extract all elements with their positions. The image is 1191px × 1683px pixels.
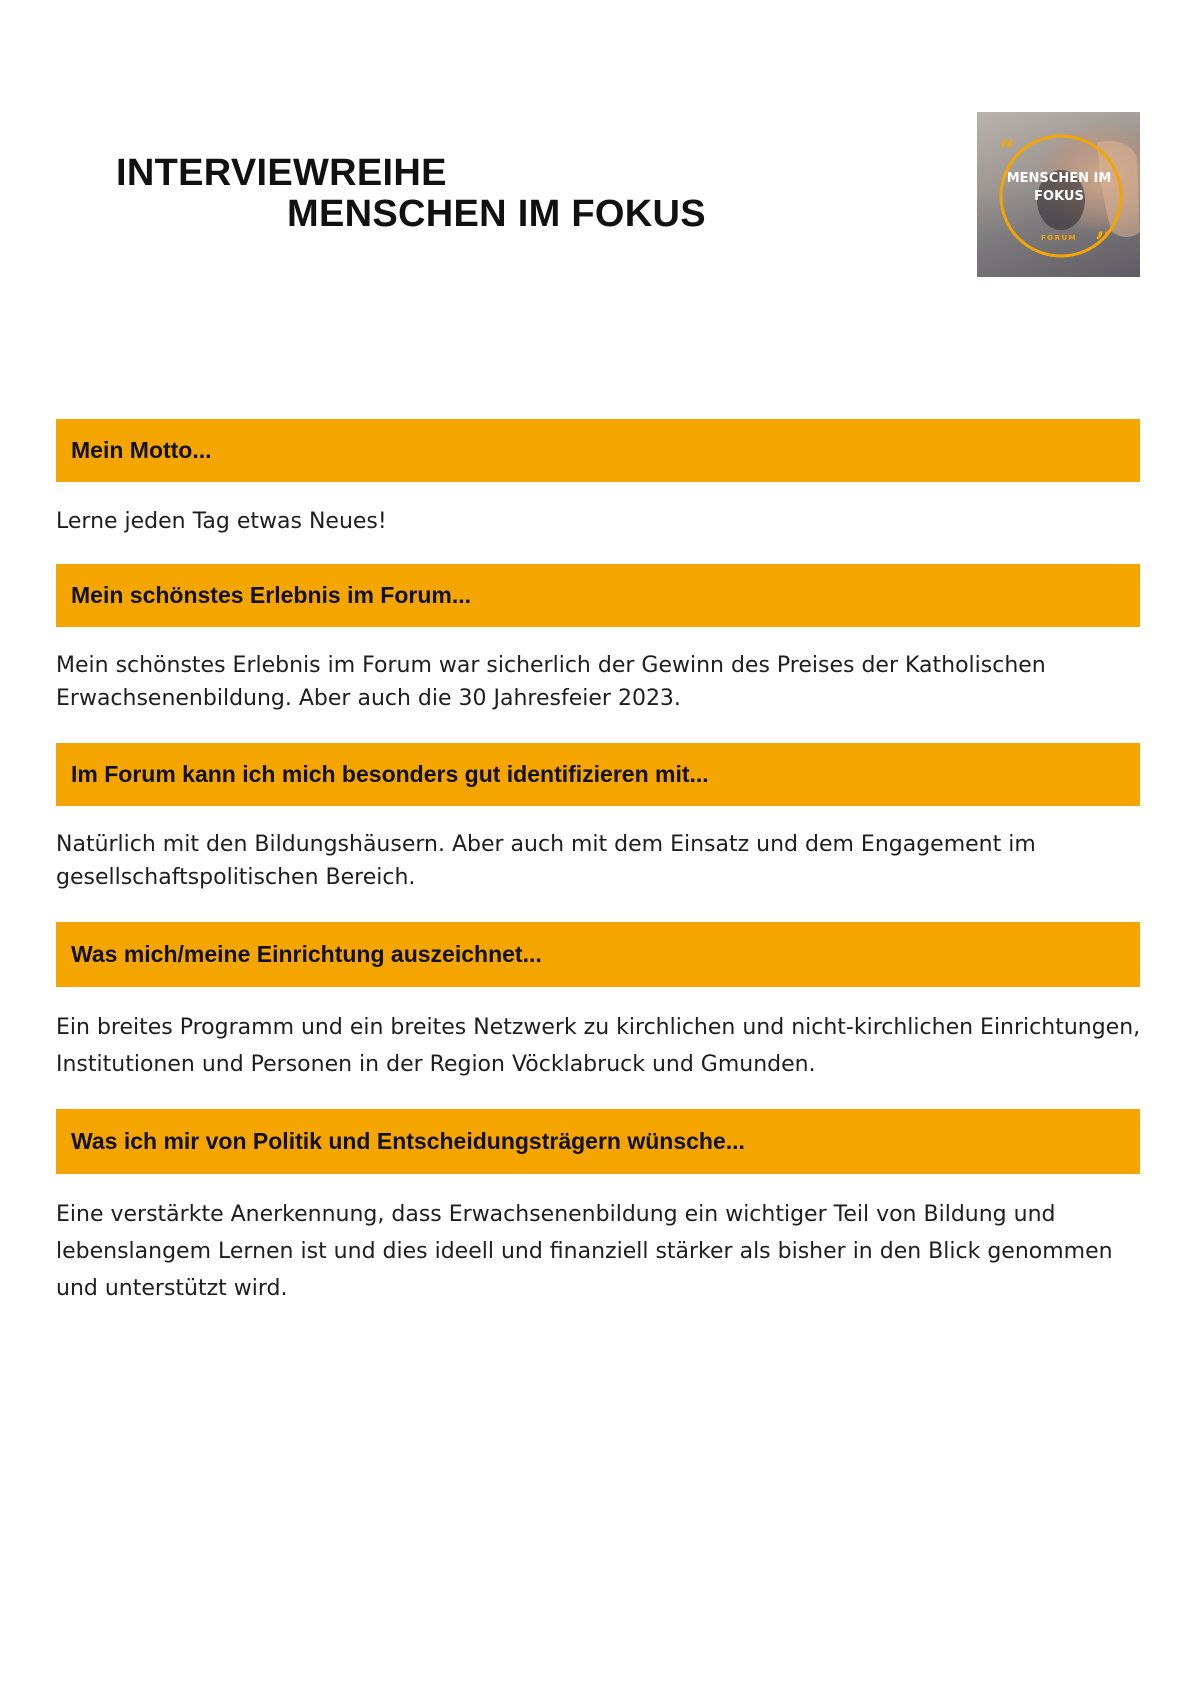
section-heading-bar-auszeichnet	[56, 922, 1140, 987]
section-heading-bar-motto	[56, 419, 1140, 482]
section-heading-politik: Was ich mir von Politik und Entscheidungsträgern wünsche...	[71, 1128, 745, 1154]
svg-text:“: “	[999, 134, 1016, 167]
logo-text-line-1: MENSCHEN IM	[1006, 171, 1112, 186]
section-heading-bar-politik	[56, 1109, 1140, 1174]
logo-text-line-2: FOKUS	[1034, 189, 1084, 204]
section-heading-bar-erlebnis	[56, 564, 1140, 627]
page-title	[116, 153, 706, 235]
section-answer-politik: Eine verstärkte Anerkennung, dass Erwachsenenbildung ein wichtiger Teil von Bildung und lebenslangem Lernen ist und dies ideell und finanziell stärker als bisher in den Blick genommen und unterstützt wird.	[56, 1202, 1113, 1301]
section-heading-motto: Mein Motto...	[71, 437, 212, 463]
menschen-im-fokus-logo	[977, 112, 1140, 277]
title-line-1: INTERVIEWREIHE	[116, 152, 447, 194]
section-heading-bar-identifizieren	[56, 743, 1140, 806]
section-answer-erlebnis: Mein schönstes Erlebnis im Forum war sicherlich der Gewinn des Preises der Katholischen Erwachsenenbildung. Aber auch die 30 Jahresfeier 2023.	[56, 653, 1046, 711]
section-heading-erlebnis: Mein schönstes Erlebnis im Forum...	[71, 582, 472, 608]
title-line-2: MENSCHEN IM FOKUS	[287, 193, 706, 235]
section-answer-auszeichnet: Ein breites Programm und ein breites Netzwerk zu kirchlichen und nicht-kirchlichen Einrichtungen, Institutionen und Personen in der Region Vöcklabruck und Gmunden.	[56, 1015, 1141, 1077]
logo-brand: FORUM	[1040, 234, 1078, 242]
section-answer-motto: Lerne jeden Tag etwas Neues!	[56, 509, 387, 534]
section-answer-identifizieren: Natürlich mit den Bildungshäusern. Aber auch mit dem Einsatz und dem Engagement im gesellschaftspolitischen Bereich.	[56, 832, 1036, 890]
svg-text:”: ”	[1095, 226, 1112, 259]
section-heading-identifizieren: Im Forum kann ich mich besonders gut identifizieren mit...	[71, 761, 709, 787]
section-heading-auszeichnet: Was mich/meine Einrichtung auszeichnet...	[71, 941, 542, 967]
